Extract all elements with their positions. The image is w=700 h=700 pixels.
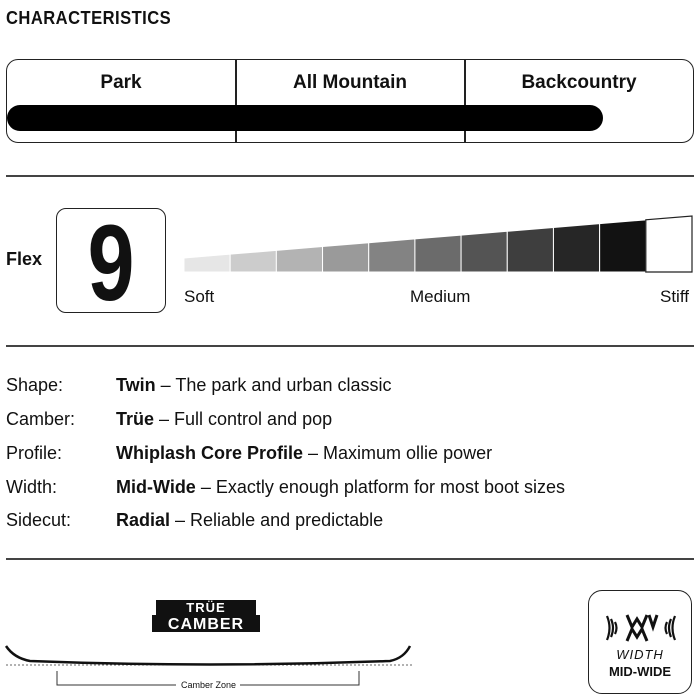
spec-desc: – Maximum ollie power <box>303 443 493 463</box>
terrain-panel <box>6 59 694 143</box>
flex-scale-segment <box>276 247 322 272</box>
spec-key: Sidecut: <box>6 510 72 530</box>
spec-key: Shape: <box>6 375 64 395</box>
flex-scale-segment <box>369 239 415 272</box>
flex-scale-segment <box>323 243 369 272</box>
divider-line <box>6 175 694 177</box>
flex-scale-segment <box>461 231 507 272</box>
terrain-coverage-bar <box>7 105 603 131</box>
spec-desc: – Full control and pop <box>154 409 333 429</box>
spec-key: Width: <box>6 477 58 497</box>
terrain-label-all-mountain: All Mountain <box>293 72 407 93</box>
spec-desc: – Exactly enough platform for most boot sizes <box>195 477 566 497</box>
flex-scale-segment <box>230 250 276 272</box>
spec-value <box>116 477 565 498</box>
spec-name: Radial <box>116 510 171 530</box>
flex-scale-segment <box>646 216 692 272</box>
terrain-label-backcountry: Backcountry <box>521 72 637 93</box>
spec-value <box>116 510 383 531</box>
flex-scale-segment <box>600 220 646 272</box>
logo-top-text: TRÜE <box>186 600 226 615</box>
flex-scale-graphic <box>184 215 696 275</box>
spec-value <box>116 375 391 396</box>
flex-scale-segment <box>415 235 461 272</box>
spec-name: Twin <box>116 375 156 395</box>
spec-desc: – The park and urban classic <box>155 375 392 395</box>
width-value: MID-WIDE <box>608 664 672 679</box>
section-title: CHARACTERISTICS <box>6 8 172 28</box>
flex-value: 9 <box>87 201 135 323</box>
flex-scale-segment <box>553 224 599 272</box>
spec-name: Whiplash Core Profile <box>116 443 304 463</box>
mid-wide-width-icon <box>597 611 685 645</box>
spec-key: Profile: <box>6 443 63 463</box>
logo-bottom-text: CAMBER <box>167 616 245 633</box>
terrain-label-park: Park <box>100 72 142 93</box>
divider-line <box>6 558 694 560</box>
spec-value <box>116 443 492 464</box>
width-badge <box>588 590 692 694</box>
flex-medium-label: Medium <box>410 287 471 306</box>
camber-zone-label: Camber Zone <box>178 680 239 690</box>
spec-value <box>116 409 332 430</box>
spec-name: Mid-Wide <box>116 477 196 497</box>
divider-line <box>6 345 694 347</box>
flex-stiff-label: Stiff <box>660 287 689 306</box>
flex-label: Flex <box>6 249 43 269</box>
flex-value-box <box>56 201 166 323</box>
spec-key: Camber: <box>6 409 76 429</box>
flex-scale-segment <box>507 227 553 272</box>
flex-soft-label: Soft <box>184 287 215 306</box>
spec-name: Trüe <box>116 409 155 429</box>
width-word: WIDTH <box>616 647 664 662</box>
spec-desc: – Reliable and predictable <box>170 510 384 530</box>
flex-scale-segment <box>184 254 230 272</box>
